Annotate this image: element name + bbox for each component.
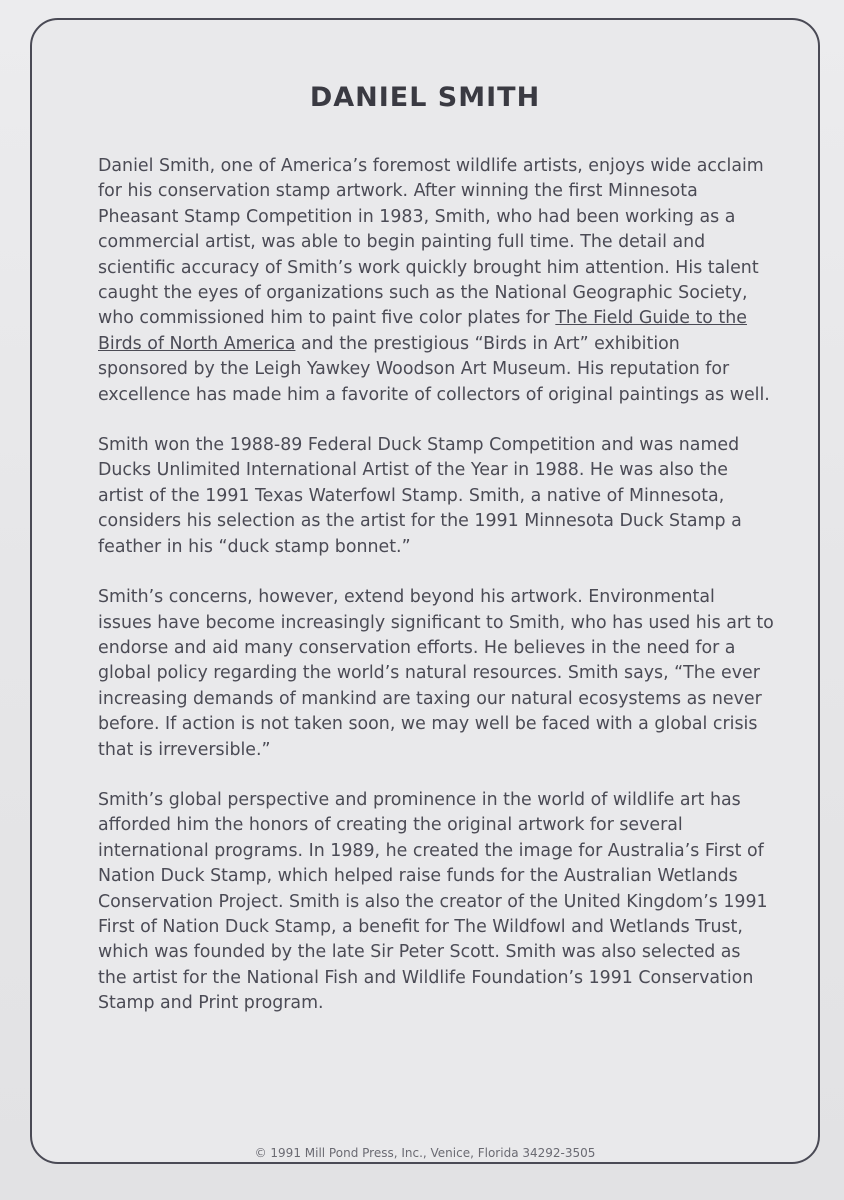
paragraph-2: Smith won the 1988-89 Federal Duck Stamp Competition and was named Ducks Unlimited International Artist of the Year in 1988. He was also the artist of the 1991 Texas Waterfowl Stamp. Smith, a native of Minnesota, considers his selection as the artist for the 1991 Minnesota Duck Stamp a feather in his “duck stamp bonnet.” [98, 435, 742, 557]
page-title: DANIEL SMITH [309, 82, 541, 113]
biography-body [98, 154, 774, 1042]
copyright-footer: © 1991 Mill Pond Press, Inc., Venice, Florida 34292-3505 [254, 1146, 596, 1160]
paragraph-1-text-start: Daniel Smith, one of America’s foremost wildlife artists, enjoys wide acclaim for his conservation stamp artwork. After winning the first Minnesota Pheasant Stamp Competition in 1983, Smith, who had been working as a commercial artist, was able to begin painting full time. The detail and scientific accuracy of Smith’s work quickly brought him attention. His talent caught the eyes of organizations such as the National Geographic Society, who commissioned him to paint five color plates for [98, 156, 764, 329]
book-title: The Field Guide to the Birds of North America [98, 308, 747, 354]
biography-card [30, 18, 820, 1164]
paragraph-3: Smith’s concerns, however, extend beyond his artwork. Environmental issues have become increasingly significant to Smith, who has used his art to endorse and aid many conservation efforts. He believes in the need for a global policy regarding the world’s natural resources. Smith says, “The ever increasing demands of mankind are taxing our natural ecosystems as never before. If action is not taken soon, we may well be faced with a global crisis that is irreversible.” [98, 587, 774, 760]
paragraph-4: Smith’s global perspective and prominence in the world of wildlife art has afforded him the honors of creating the original artwork for several international programs. In 1989, he created the image for Australia’s First of Nation Duck Stamp, which helped raise funds for the Australian Wetlands Conservation Project. Smith is also the creator of the United Kingdom’s 1991 First of Nation Duck Stamp, a benefit for The Wildfowl and Wetlands Trust, which was founded by the late Sir Peter Scott. Smith was also selected as the artist for the National Fish and Wildlife Foundation’s 1991 Conservation Stamp and Print program. [98, 789, 768, 1014]
paragraph-1 [98, 154, 774, 408]
paragraph-1-text-end: and the prestigious “Birds in Art” exhibition sponsored by the Leigh Yawkey Woodson Art Museum. His reputation for excellence has made him a favorite of collectors of original paintings as well. [98, 333, 770, 405]
